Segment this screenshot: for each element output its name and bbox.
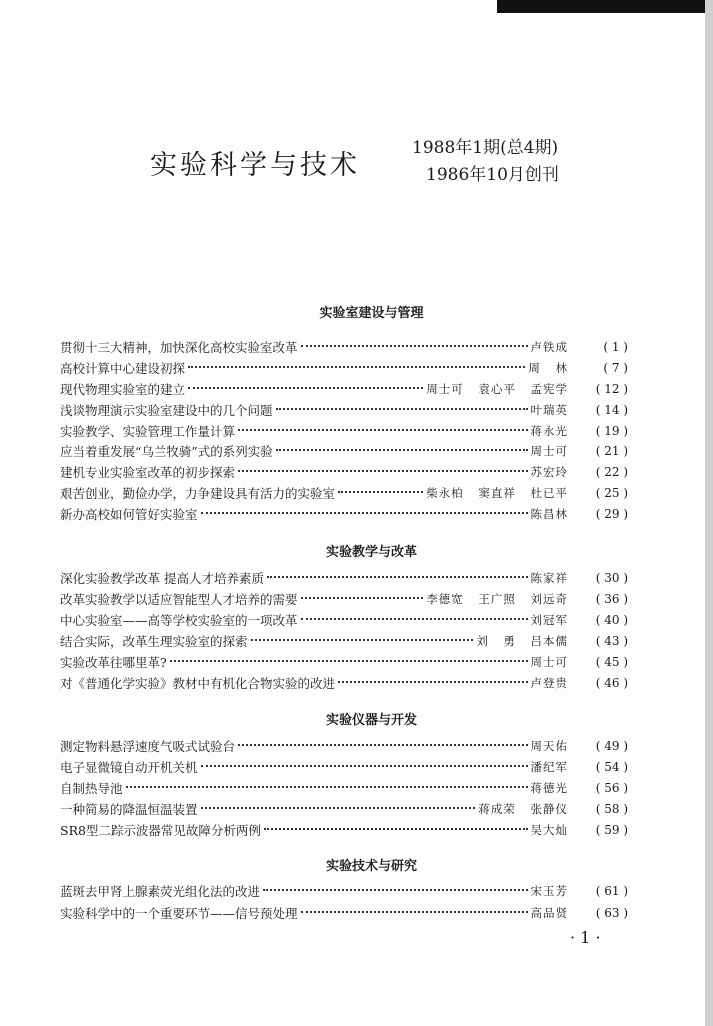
page-number: · 1 · xyxy=(570,928,601,947)
toc-entry: 测定物料悬浮速度气吸式试验台 周天佑 ( 49 ) xyxy=(60,739,628,754)
toc-entry: 蓝斑去甲肾上腺素荧光组化法的改进 宋玉芳 ( 61 ) xyxy=(60,884,628,899)
founded-date: 1986年10月创刊 xyxy=(426,165,559,185)
toc-entry: 现代物理实验室的建立 周士可 袁心平 孟宪学 ( 12 ) xyxy=(60,382,628,397)
toc-entry: 电子显微镜自动开机关机 潘纪军 ( 54 ) xyxy=(60,760,628,775)
toc-entry: 一种简易的降温恒温装置 蒋成荣 张静仪 ( 58 ) xyxy=(60,802,628,817)
section-heading: 实验仪器与开发 xyxy=(325,713,417,728)
scan-edge-shadow xyxy=(497,0,713,13)
toc-entry: 实验教学、实验管理工作量计算 蒋永光 ( 19 ) xyxy=(60,424,628,439)
toc-entry: 高校计算中心建设初探 周 林 ( 7 ) xyxy=(60,361,628,376)
toc-entry: 新办高校如何管好实验室 陈昌林 ( 29 ) xyxy=(60,507,628,522)
toc-entry: 建机专业实验室改革的初步探索 苏宏玲 ( 22 ) xyxy=(60,465,628,480)
toc-entry: 艰苦创业，勤俭办学，力争建设具有活力的实验室 柴永柏 窦直祥 杜已平 ( 25 ) xyxy=(60,486,628,501)
toc-entry: 自制热导池 蒋德光 ( 56 ) xyxy=(60,781,628,796)
toc-entry: 中心实验室——高等学校实验室的一项改革 刘冠军 ( 40 ) xyxy=(60,613,628,628)
toc-entry: 改革实验教学以适应智能型人才培养的需要 李德宽 王广照 刘远奇 ( 36 ) xyxy=(60,592,628,607)
journal-title: 实验科学与技术 xyxy=(150,150,360,181)
toc-entry: 对《普通化学实验》教材中有机化合物实验的改进 卢登贵 ( 46 ) xyxy=(60,676,628,691)
toc-entry: 结合实际，改革生理实验室的探索 刘 勇 吕本儒 ( 43 ) xyxy=(60,634,628,649)
toc-entry: 实验改革往哪里革? 周士可 ( 45 ) xyxy=(60,655,628,670)
toc-entry: 贯彻十三大精神，加快深化高校实验室改革 卢铁成 ( 1 ) xyxy=(60,340,628,355)
toc-entry: 浅谈物理演示实验室建设中的几个问题 叶瑞英 ( 14 ) xyxy=(60,403,628,418)
toc-entry: 应当着重发展“乌兰牧骑”式的系列实验 周士可 ( 21 ) xyxy=(60,444,628,459)
toc-entry: SR8型二踪示波器常见故障分析两例 吴大灿 ( 59 ) xyxy=(60,823,628,838)
toc-entry: 深化实验教学改革 提高人才培养素质 陈家祥 ( 30 ) xyxy=(60,571,628,586)
section-heading: 实验教学与改革 xyxy=(325,545,417,560)
issue-number: 1988年1期(总4期) xyxy=(412,138,559,158)
section-heading: 实验室建设与管理 xyxy=(319,306,424,321)
section-heading: 实验技术与研究 xyxy=(325,859,417,874)
toc-entry: 实验科学中的一个重要环节——信号预处理 高品贤 ( 63 ) xyxy=(60,906,628,921)
